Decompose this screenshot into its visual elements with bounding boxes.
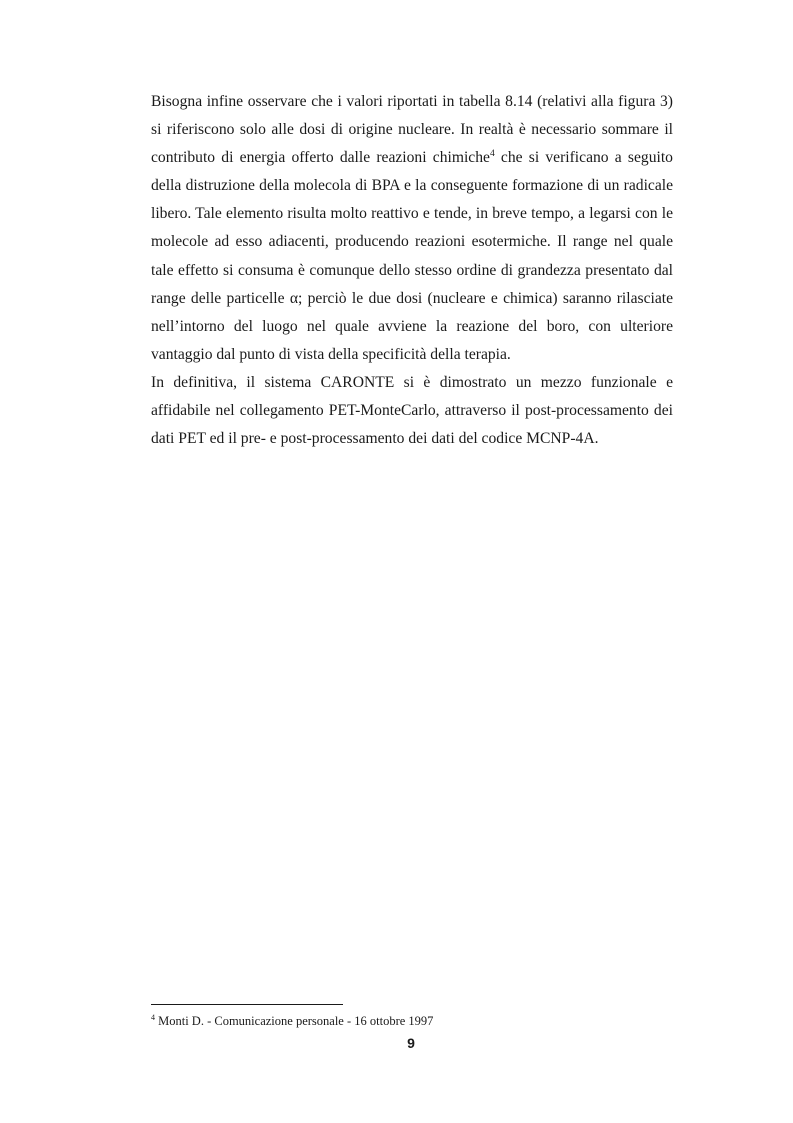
paragraph-1-text-after-note: che si verificano a seguito della distruzione della molecola di BPA e la conseguente formazione di un radicale libero. Tale elemento risulta molto reattivo e tende, in breve tempo, a legarsi con le molecole ad esso adiacenti, producendo reazioni esotermiche. Il range nel quale tale effetto si consuma è comunque dello stesso ordine di grandezza presentato dal range delle particelle α; perciò le due dosi (nucleare e chimica) saranno rilasciate nell’intorno del luogo nel quale avviene la reazione del boro, con ulteriore vantaggio dal punto di vista della specificità della terapia. — [151, 149, 673, 363]
footnote — [151, 1013, 433, 1029]
paragraph-1 — [151, 88, 673, 369]
footnote-text: Monti D. - Comunicazione personale - 16 ottobre 1997 — [155, 1014, 434, 1028]
paragraph-1-text-before-note: Bisogna infine osservare che i valori riportati in tabella 8.14 (relativi alla figura 3) si riferiscono solo alle dosi di origine nucleare. In realtà è necessario sommare il contributo di energia offerto dalle reazioni chimiche — [151, 93, 673, 167]
footnote-mark: 4 — [151, 1012, 155, 1022]
body-text — [151, 88, 673, 453]
footnote-reference: 4 — [489, 149, 495, 159]
paragraph-2: In definitiva, il sistema CARONTE si è dimostrato un mezzo funzionale e affidabile nel collegamento PET-MonteCarlo, attraverso il post-processamento dei dati PET ed il pre- e post-processamento dei dati del codice MCNP-4A. — [151, 373, 673, 448]
footnote-divider — [151, 1004, 343, 1005]
page-number: 9 — [407, 1035, 415, 1051]
